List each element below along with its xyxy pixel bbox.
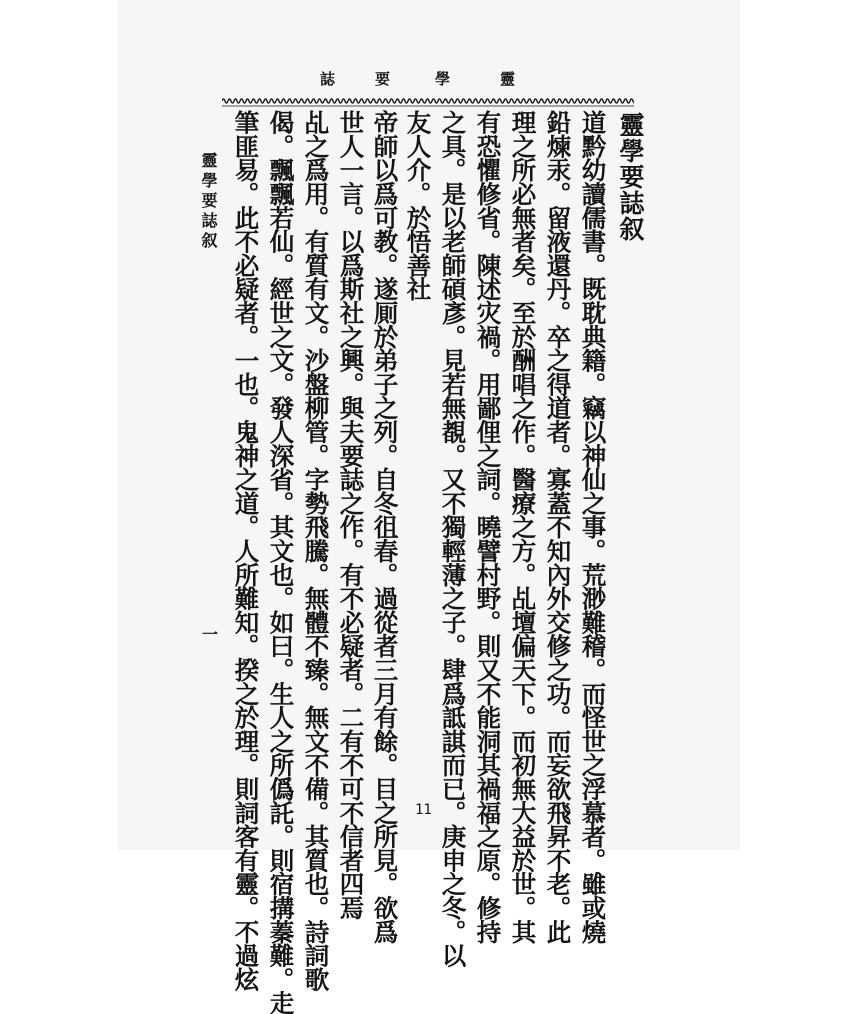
text-column: 偈。飄飄若仙。經世之文。發人深省。其文也。如曰。生人之所僞託。則宿搆蓁難。走 — [266, 110, 296, 1014]
text-column: 有恐懼修省。陳述灾禍。用鄙俚之詞。曉譬村野。則又不能洞其禍福之原。修持 — [473, 110, 503, 944]
text-column: 之具。是以老師碩彥。見若無覩。又不獨輕薄之子。肆爲詆諆而已。庚申之冬。以 — [438, 110, 468, 967]
preface-title: 靈學要誌叙 — [616, 112, 645, 242]
text-column: 帝師以爲可教。遂厠於弟子之列。自冬徂春。過從者三月有餘。目之所見。欲爲 — [370, 110, 400, 944]
running-header — [300, 68, 600, 90]
running-header-char: 誌 — [320, 70, 336, 88]
margin-folio: 一 — [202, 625, 219, 644]
text-column: 理之所必無者矣。至於酬唱之作。醫療之方。乩壇偏天下。而初無大益於世。其 — [508, 110, 538, 944]
running-header-char: 要 — [375, 70, 391, 88]
text-column: 乩之爲用。有質有文。沙盤柳管。字勢飛騰。無體不臻。無文不備。其質也。詩詞歌 — [301, 110, 331, 991]
text-column: 友人介。於悟善社 — [403, 110, 433, 301]
margin-running-title: 靈學要誌叙 — [199, 152, 218, 252]
text-column: 道黔幼讀儒書。既耽典籍。竊以神仙之事。荒渺難稽。而怪世之浮慕者。雖或燒 — [578, 110, 608, 944]
running-header-char: 靈 — [500, 70, 516, 88]
header-rule — [222, 96, 634, 108]
text-column: 鉛煉汞。留液還丹。卒之得道者。寡蓋不知內外交修之功。而妄欲飛昇不老。此 — [543, 110, 573, 944]
running-header-char: 學 — [435, 70, 451, 88]
page-number: 11 — [415, 802, 432, 818]
text-column: 筆匪易。此不必疑者。一也。鬼神之道。人所難知。揆之於理。則詞客有靈。不過炫 — [231, 110, 261, 991]
text-column: 世人一言。以爲斯社之興。與夫要誌之作。有不必疑者。二有不可不信者四焉 — [336, 110, 366, 920]
